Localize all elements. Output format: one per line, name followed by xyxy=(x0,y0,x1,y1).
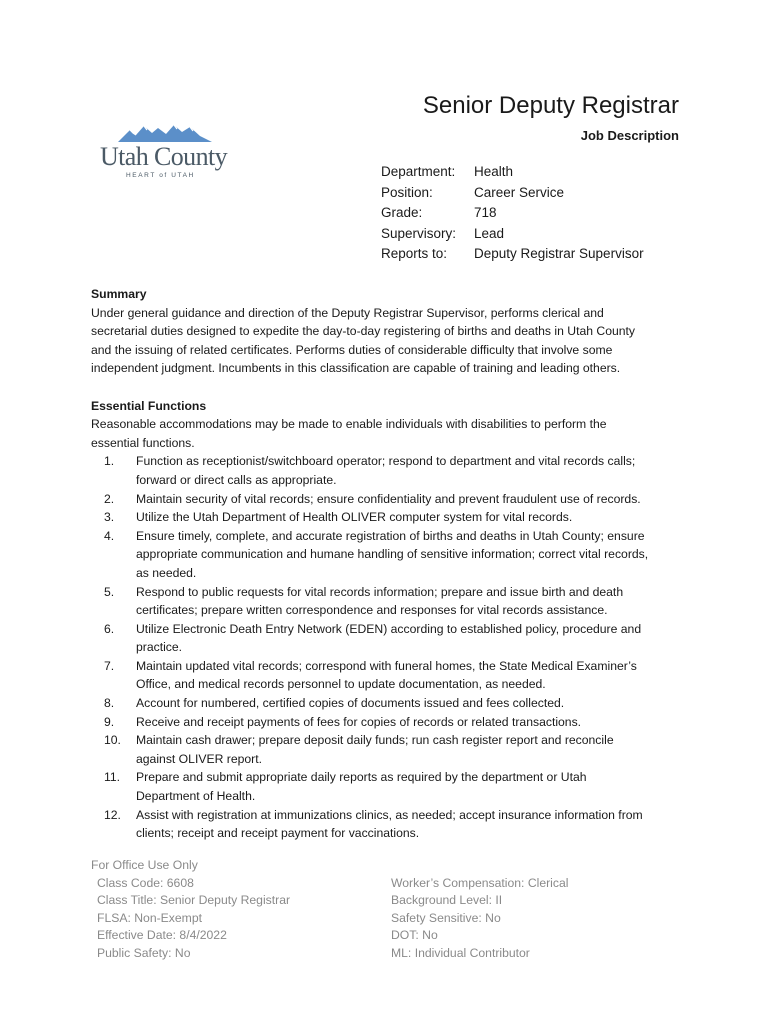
function-number: 1. xyxy=(104,454,115,469)
effective-date: Effective Date: 8/4/2022 xyxy=(97,928,227,943)
workers-compensation: Worker’s Compensation: Clerical xyxy=(391,875,569,890)
function-line: certificates; prepare written correspondence and responses for vital records assistance. xyxy=(136,603,608,618)
meta-key: Supervisory: xyxy=(381,225,457,241)
function-line: Utilize the Utah Department of Health OLIVER computer system for vital records. xyxy=(136,510,573,525)
dot: DOT: No xyxy=(391,928,438,943)
safety-sensitive: Safety Sensitive: No xyxy=(391,910,501,925)
meta-row-grade xyxy=(381,203,644,224)
function-line: Maintain cash drawer; prepare deposit daily funds; run cash register report and reconcile xyxy=(136,733,614,748)
function-item xyxy=(91,620,686,657)
function-line: Respond to public requests for vital records information; prepare and issue birth and death xyxy=(136,584,624,599)
function-number: 2. xyxy=(104,491,115,506)
essential-intro-line: essential functions. xyxy=(91,435,195,450)
function-line: Department of Health. xyxy=(136,789,256,804)
function-number: 4. xyxy=(104,528,115,543)
function-item xyxy=(91,806,686,843)
meta-key: Grade: xyxy=(381,205,423,221)
meta-row-reports-to xyxy=(381,244,644,265)
class-title: Class Title: Senior Deputy Registrar xyxy=(97,893,291,908)
essential-intro-line: Reasonable accommodations may be made to enable individuals with disabilities to perform the xyxy=(91,417,607,432)
function-number: 10. xyxy=(104,733,121,748)
background-level: Background Level: II xyxy=(391,893,503,908)
function-line: Utilize Electronic Death Entry Network (EDEN) according to established policy, procedure and xyxy=(136,621,642,636)
function-item xyxy=(91,583,686,620)
function-item xyxy=(91,713,686,732)
function-item xyxy=(91,731,686,768)
logo-name: Utah County xyxy=(100,142,228,171)
summary-heading: Summary xyxy=(91,287,147,301)
meta-row-department xyxy=(381,162,644,183)
footer-left-column xyxy=(91,875,391,963)
office-use-footer xyxy=(91,857,568,963)
summary-line: independent judgment. Incumbents in this classification are capable of training and leading others. xyxy=(91,361,621,376)
essential-functions-list xyxy=(91,452,686,842)
function-line: Function as receptionist/switchboard operator; respond to department and vital records calls; xyxy=(136,454,636,469)
function-line: as needed. xyxy=(136,565,197,580)
function-line: Receive and receipt payments of fees for copies of records or related transactions. xyxy=(136,714,582,729)
job-meta-table xyxy=(381,162,644,265)
flsa: FLSA: Non-Exempt xyxy=(97,910,202,925)
footer-right-column xyxy=(391,875,568,963)
meta-row-position xyxy=(381,183,644,204)
function-item xyxy=(91,508,686,527)
function-line: Prepare and submit appropriate daily reports as required by the department or Utah xyxy=(136,770,587,785)
summary-line: secretarial duties designed to expedite the day-to-day registering of births and deaths in Utah County xyxy=(91,324,636,339)
public-safety: Public Safety: No xyxy=(97,945,191,960)
function-line: Account for numbered, certified copies of documents issued and fees collected. xyxy=(136,696,565,711)
meta-value: Deputy Registrar Supervisor xyxy=(474,246,644,262)
utah-county-logo xyxy=(100,122,232,182)
function-number: 11. xyxy=(104,770,121,785)
function-line: Maintain updated vital records; correspond with funeral homes, the State Medical Examiner’s xyxy=(136,658,637,673)
page-subtitle: Job Description xyxy=(580,128,679,143)
ml: ML: Individual Contributor xyxy=(391,945,530,960)
meta-key: Reports to: xyxy=(381,246,448,262)
summary-line: and the issuing of related certificates. Performs duties of considerable difficulty that involve some xyxy=(91,342,613,357)
function-line: Assist with registration at immunizations clinics, as needed; accept insurance information from xyxy=(136,807,643,822)
function-line: clients; receipt and receipt payment for vaccinations. xyxy=(136,826,420,841)
function-number: 5. xyxy=(104,584,115,599)
meta-value: Health xyxy=(474,164,514,179)
meta-key: Department: xyxy=(381,164,456,179)
function-line: practice. xyxy=(136,640,183,655)
function-item xyxy=(91,657,686,694)
function-item xyxy=(91,694,686,713)
class-code: Class Code: 6608 xyxy=(97,875,194,890)
meta-value: 718 xyxy=(474,205,497,221)
function-line: appropriate communication and humane handling of sensitive information; correct vital records, xyxy=(136,547,649,562)
function-line: Maintain security of vital records; ensure confidentiality and prevent fraudulent use of records. xyxy=(136,491,641,506)
function-item xyxy=(91,490,686,509)
function-number: 8. xyxy=(104,696,115,711)
logo-tagline: HEART of UTAH xyxy=(126,172,195,179)
function-line: Ensure timely, complete, and accurate registration of births and deaths in Utah County; ensure xyxy=(136,528,645,543)
function-line: Office, and medical records personnel to update documentation, as needed. xyxy=(136,677,546,692)
meta-value: Lead xyxy=(474,225,505,241)
function-number: 3. xyxy=(104,510,115,525)
meta-row-supervisory xyxy=(381,224,644,245)
function-number: 9. xyxy=(104,714,115,729)
page-title: Senior Deputy Registrar xyxy=(422,92,679,119)
footer-heading: For Office Use Only xyxy=(91,858,198,872)
meta-value: Career Service xyxy=(474,184,565,200)
function-line: forward or direct calls as appropriate. xyxy=(136,472,337,487)
function-item xyxy=(91,527,686,583)
function-line: against OLIVER report. xyxy=(136,751,262,766)
function-number: 12. xyxy=(104,807,121,822)
function-number: 7. xyxy=(104,658,115,673)
function-number: 6. xyxy=(104,621,115,636)
function-item xyxy=(91,452,686,489)
essential-functions-heading: Essential Functions xyxy=(91,398,207,413)
meta-key: Position: xyxy=(381,184,433,200)
function-item xyxy=(91,768,686,805)
document-body xyxy=(91,285,686,843)
summary-line: Under general guidance and direction of the Deputy Registrar Supervisor, performs clerical and xyxy=(91,305,604,320)
